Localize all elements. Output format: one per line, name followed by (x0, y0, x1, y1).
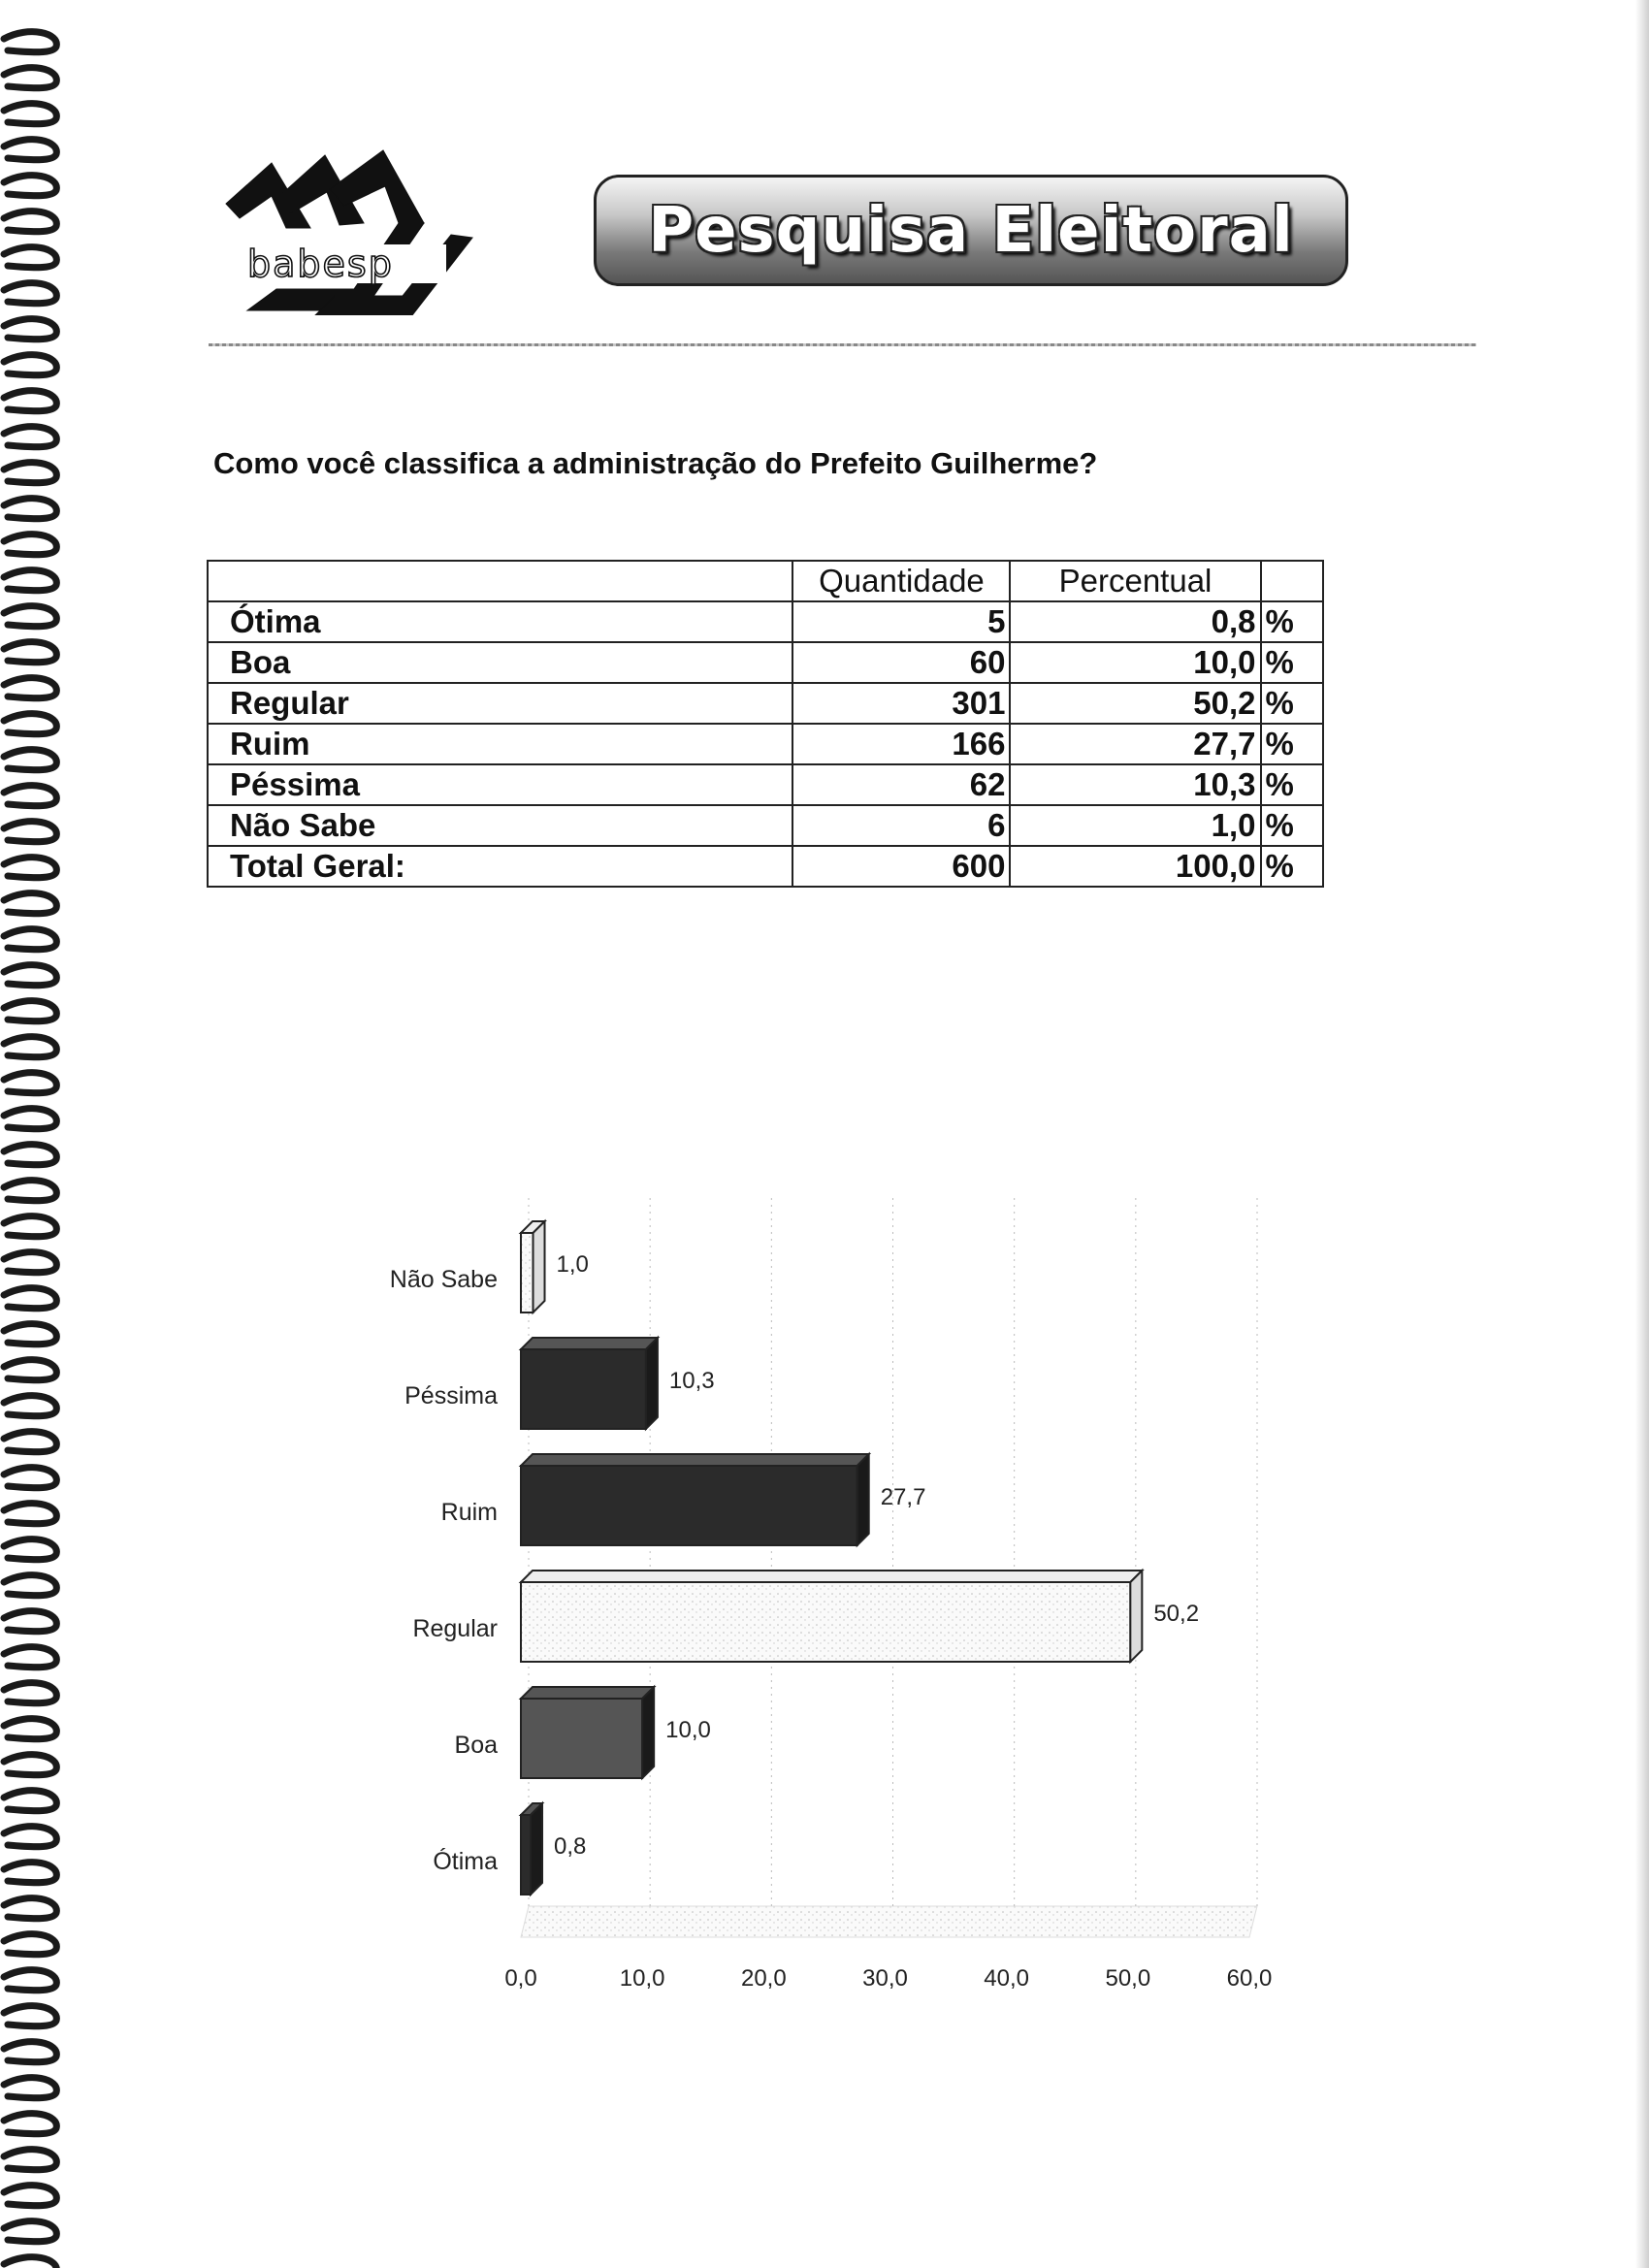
row-percent: 0,8 (1010, 601, 1260, 642)
bar-value-label: 27,7 (880, 1484, 926, 1510)
x-tick-label: 40,0 (984, 1965, 1030, 1992)
bar-value-label: 50,2 (1153, 1601, 1200, 1627)
bar-side (646, 1338, 658, 1429)
row-label: Regular (208, 683, 792, 724)
x-tick-label: 30,0 (862, 1965, 908, 1992)
row-percent: 27,7 (1010, 724, 1260, 764)
bar-value-label: 10,3 (668, 1368, 715, 1394)
bar-top (521, 1454, 869, 1466)
row-quantity: 600 (792, 846, 1010, 887)
row-unit: % (1261, 764, 1323, 805)
bar-value-label: 10,0 (665, 1717, 711, 1743)
bar-side (531, 1803, 542, 1895)
row-percent: 10,3 (1010, 764, 1260, 805)
row-label: Ruim (208, 724, 792, 764)
bar-side (857, 1454, 869, 1545)
table-header-percent: Percentual (1010, 561, 1260, 601)
bar-top (521, 1687, 654, 1699)
row-label: Total Geral: (208, 846, 792, 887)
category-label: Não Sabe (389, 1266, 498, 1293)
bar-side (642, 1687, 654, 1778)
category-label: Boa (454, 1732, 498, 1759)
row-label: Boa (208, 642, 792, 683)
x-tick-label: 50,0 (1105, 1965, 1151, 1992)
row-percent: 1,0 (1010, 805, 1260, 846)
row-unit: % (1261, 601, 1323, 642)
page-title: Pesquisa Eleitoral (648, 194, 1294, 267)
chart-floor (521, 1906, 1257, 1937)
x-tick-label: 60,0 (1226, 1965, 1273, 1992)
row-quantity: 166 (792, 724, 1010, 764)
row-quantity: 60 (792, 642, 1010, 683)
row-percent: 50,2 (1010, 683, 1260, 724)
category-label: Ótima (433, 1848, 498, 1875)
row-unit: % (1261, 683, 1323, 724)
x-tick-label: 10,0 (619, 1965, 665, 1992)
bar-value-label: 1,0 (556, 1251, 589, 1278)
row-quantity: 301 (792, 683, 1010, 724)
table-header-quantity: Quantidade (792, 561, 1010, 601)
row-label: Não Sabe (208, 805, 792, 846)
row-label: Péssima (208, 764, 792, 805)
x-tick-label: 20,0 (740, 1965, 787, 1992)
row-label: Ótima (208, 601, 792, 642)
row-quantity: 5 (792, 601, 1010, 642)
x-tick-label: 0,0 (504, 1965, 537, 1992)
bar (521, 1582, 1130, 1662)
bar-top (521, 1338, 658, 1349)
category-label: Regular (412, 1615, 498, 1642)
row-unit: % (1261, 642, 1323, 683)
row-quantity: 62 (792, 764, 1010, 805)
row-unit: % (1261, 724, 1323, 764)
bar (521, 1815, 531, 1895)
bar (521, 1699, 642, 1778)
category-label: Ruim (440, 1499, 498, 1526)
bar (521, 1233, 534, 1312)
row-unit: % (1261, 805, 1323, 846)
bar (521, 1349, 646, 1429)
row-unit: % (1261, 846, 1323, 887)
bar (521, 1466, 857, 1545)
row-percent: 10,0 (1010, 642, 1260, 683)
bar-top (521, 1571, 1142, 1582)
row-quantity: 6 (792, 805, 1010, 846)
category-label: Péssima (404, 1382, 498, 1409)
bar-side (534, 1221, 545, 1312)
bar-side (1130, 1571, 1142, 1662)
logo-text: babesp (247, 243, 394, 285)
survey-question: Como você classifica a administração do Prefeito Guilherme? (213, 446, 1098, 480)
row-percent: 100,0 (1010, 846, 1260, 887)
bar-value-label: 0,8 (554, 1833, 587, 1860)
